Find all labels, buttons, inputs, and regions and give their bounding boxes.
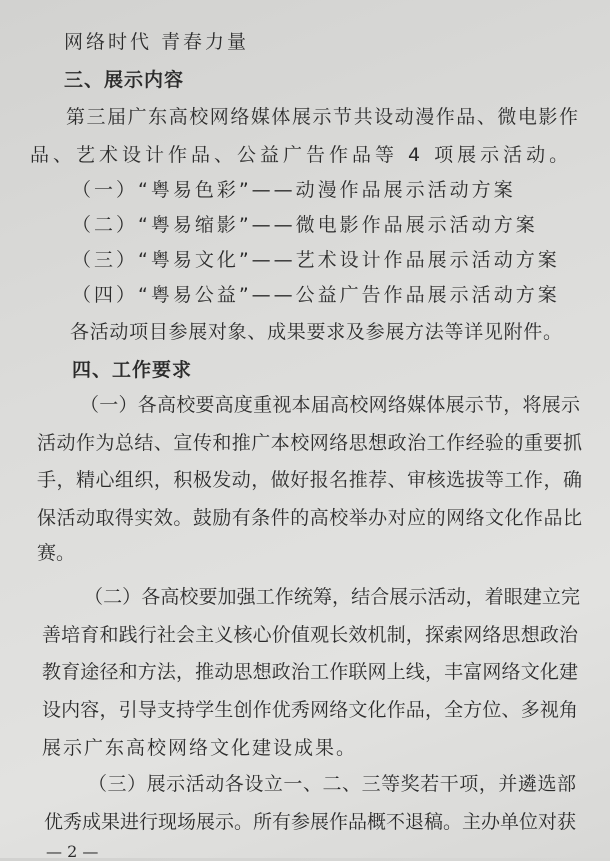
paragraph-line: 品、艺术设计作品、公益广告作品等 4 项展示活动。 bbox=[30, 144, 573, 166]
paragraph-line: （三）展示活动各设立一、二、三等奖若干项，并遴选部 bbox=[88, 773, 576, 795]
paragraph-line: 保活动取得实效。鼓励有条件的高校举办对应的网络文化作品比 bbox=[37, 507, 582, 529]
section-heading-3: 三、展示内容 bbox=[64, 69, 185, 91]
page-number: — 2 — bbox=[46, 842, 99, 861]
paragraph-line: （一）各高校要高度重视本届高校网络媒体展示节，将展示 bbox=[80, 394, 580, 416]
list-item: （一）“粤易色彩”——动漫作品展示活动方案 bbox=[72, 179, 516, 201]
paragraph-line: 赛。 bbox=[37, 542, 76, 564]
list-item: （二）“粤易缩影”——微电影作品展示活动方案 bbox=[72, 214, 538, 236]
paragraph-line: 展示广东高校网络文化建设成果。 bbox=[42, 737, 358, 759]
slogan-line: 网络时代 青春力量 bbox=[64, 31, 250, 53]
list-item: （四）“粤易公益”——公益广告作品展示活动方案 bbox=[72, 284, 560, 306]
paragraph-line: （二）各高校要加强工作统筹，结合展示活动，着眼建立完 bbox=[84, 586, 580, 608]
paragraph-line: 活动作为总结、宣传和推广本校网络思想政治工作经验的重要抓 bbox=[37, 432, 582, 454]
paragraph-line: 优秀成果进行现场展示。所有参展作品概不退稿。主办单位对获 bbox=[44, 811, 576, 833]
paragraph-line: 各活动项目参展对象、成果要求及参展方法等详见附件。 bbox=[70, 321, 562, 343]
paragraph-line: 手，精心组织，积极发动，做好报名推荐、审核选拔等工作，确 bbox=[37, 469, 582, 491]
paragraph-line: 教育途径和方法，推动思想政治工作联网上线，丰富网络文化建 bbox=[42, 661, 578, 683]
paragraph-line: 第三届广东高校网络媒体展示节共设动漫作品、微电影作 bbox=[66, 106, 578, 128]
paragraph-line: 善培育和践行社会主义核心价值观长效机制，探索网络思想政治 bbox=[42, 624, 578, 646]
paragraph-line: 设内容，引导支持学生创作优秀网络文化作品，全方位、多视角 bbox=[42, 699, 578, 721]
list-item: （三）“粤易文化”——艺术设计作品展示活动方案 bbox=[72, 249, 560, 271]
section-heading-4: 四、工作要求 bbox=[72, 359, 193, 381]
